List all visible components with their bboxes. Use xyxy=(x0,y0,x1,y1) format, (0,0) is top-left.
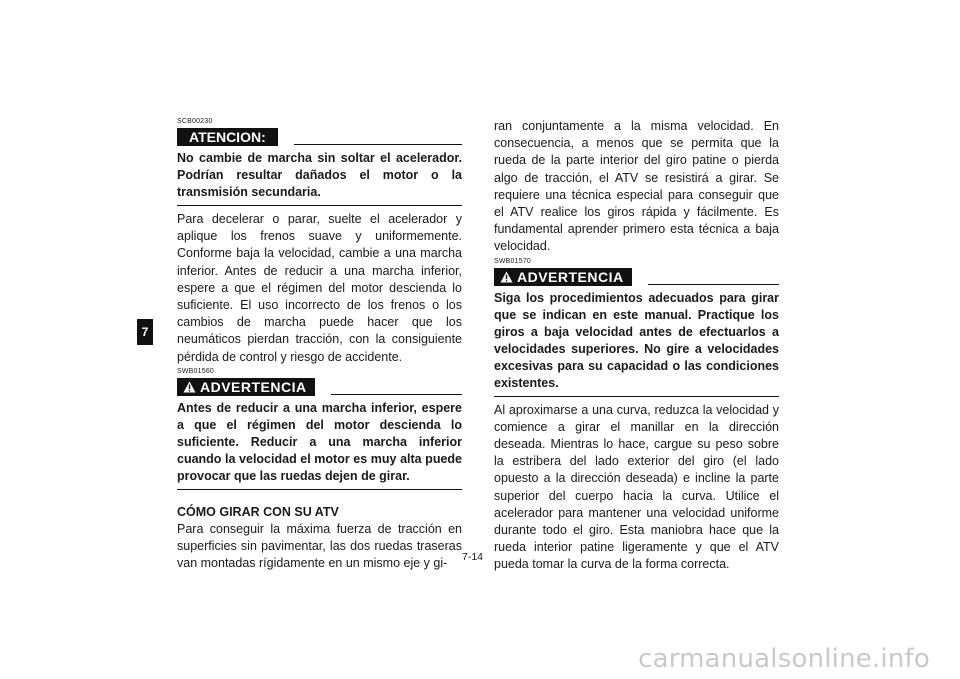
paragraph-turning: Para conseguir la máxima fuerza de tracción en superficies sin pavimentar, las dos ruedas traseras van montadas rígidamente en un mismo eje y gi- xyxy=(177,521,462,571)
paragraph-decelerate: Para decelerar o parar, suelte el acelerador y aplique los frenos suave y uniformemente. Conforme baja la velocidad, cambie a una marcha inferior. Antes de reducir a una marcha inferior, espere a que el régimen del motor descienda lo suficiente. El uso incorrecto de los frenos o los cambios de marcha puede hacer que los neumáticos pierdan tracción, con la consiguiente pérdida de control y riesgo de accidente. xyxy=(177,212,462,364)
warning-code: SWB01570 xyxy=(494,257,532,265)
notice-banner: ATENCION: xyxy=(177,128,278,146)
section-heading: CÓMO GIRAR CON SU ATV xyxy=(177,504,339,519)
notice-code: SCB00230 xyxy=(177,118,213,125)
warning-banner xyxy=(177,378,315,396)
notice-text: No cambie de marcha sin soltar el acelerador. Podrían resultar dañados el motor o la transmisión secundaria. xyxy=(177,150,462,206)
paragraph-curve: Al aproximarse a una curva, reduzca la velocidad y comience a girar el manillar en la dirección deseada. Mientras lo hace, cargue su peso sobre la estribera del lado exterior del giro (el lado opuesto a la dirección deseada) e incline la parte superior del cuerpo hacia la curva. Utilice el acelerador para mantener una velocidad uniforme durante todo el giro. Esta maniobra hace que la rueda interior patine ligeramente y que el ATV pueda tomar la curva de la forma correcta. xyxy=(494,402,779,572)
left-column xyxy=(177,118,462,572)
warning-label: ADVERTENCIA xyxy=(517,268,624,285)
warning-banner xyxy=(494,268,632,286)
page-number: 7-14 xyxy=(462,551,484,563)
warning-banner-row xyxy=(494,266,779,286)
paragraph-technique: ran conjuntamente a la misma velocidad. En consecuencia, a menos que se permita que la rueda de la parte interior del giro patine o pierda algo de tracción, el ATV se resistirá a girar. Se requiere una técnica especial para conseguir que el ATV realice los giros rápida y fácilmente. Es fundamental aprender primero esta técnica a baja velocidad. xyxy=(494,119,779,254)
warning-text: Antes de reducir a una marcha inferior, espere a que el régimen del motor descienda lo suficiente. Reducir a una marcha inferior cuando la velocidad el motor es muy alta puede provocar que las ruedas dejen de girar. xyxy=(177,400,462,490)
watermark: carmanualsonline.info xyxy=(638,644,930,674)
banner-rule xyxy=(331,394,462,395)
banner-rule xyxy=(294,144,462,145)
right-column xyxy=(494,118,779,574)
warning-code: SWB01560 xyxy=(177,367,215,375)
notice-banner-row xyxy=(177,126,462,146)
warning-text: Siga los procedimientos adecuados para girar que se indican en este manual. Practique los giros a baja velocidad antes de efectuarlos a velocidades superiores. No gire a velocidades excesivas para su capacidad o las condiciones existentes. xyxy=(494,290,779,397)
chapter-tab: 7 xyxy=(137,319,153,345)
warning-triangle-icon xyxy=(500,271,513,283)
warning-banner-row xyxy=(177,376,462,396)
banner-rule xyxy=(648,284,779,285)
warning-triangle-icon xyxy=(183,381,196,393)
warning-label: ADVERTENCIA xyxy=(200,378,307,395)
